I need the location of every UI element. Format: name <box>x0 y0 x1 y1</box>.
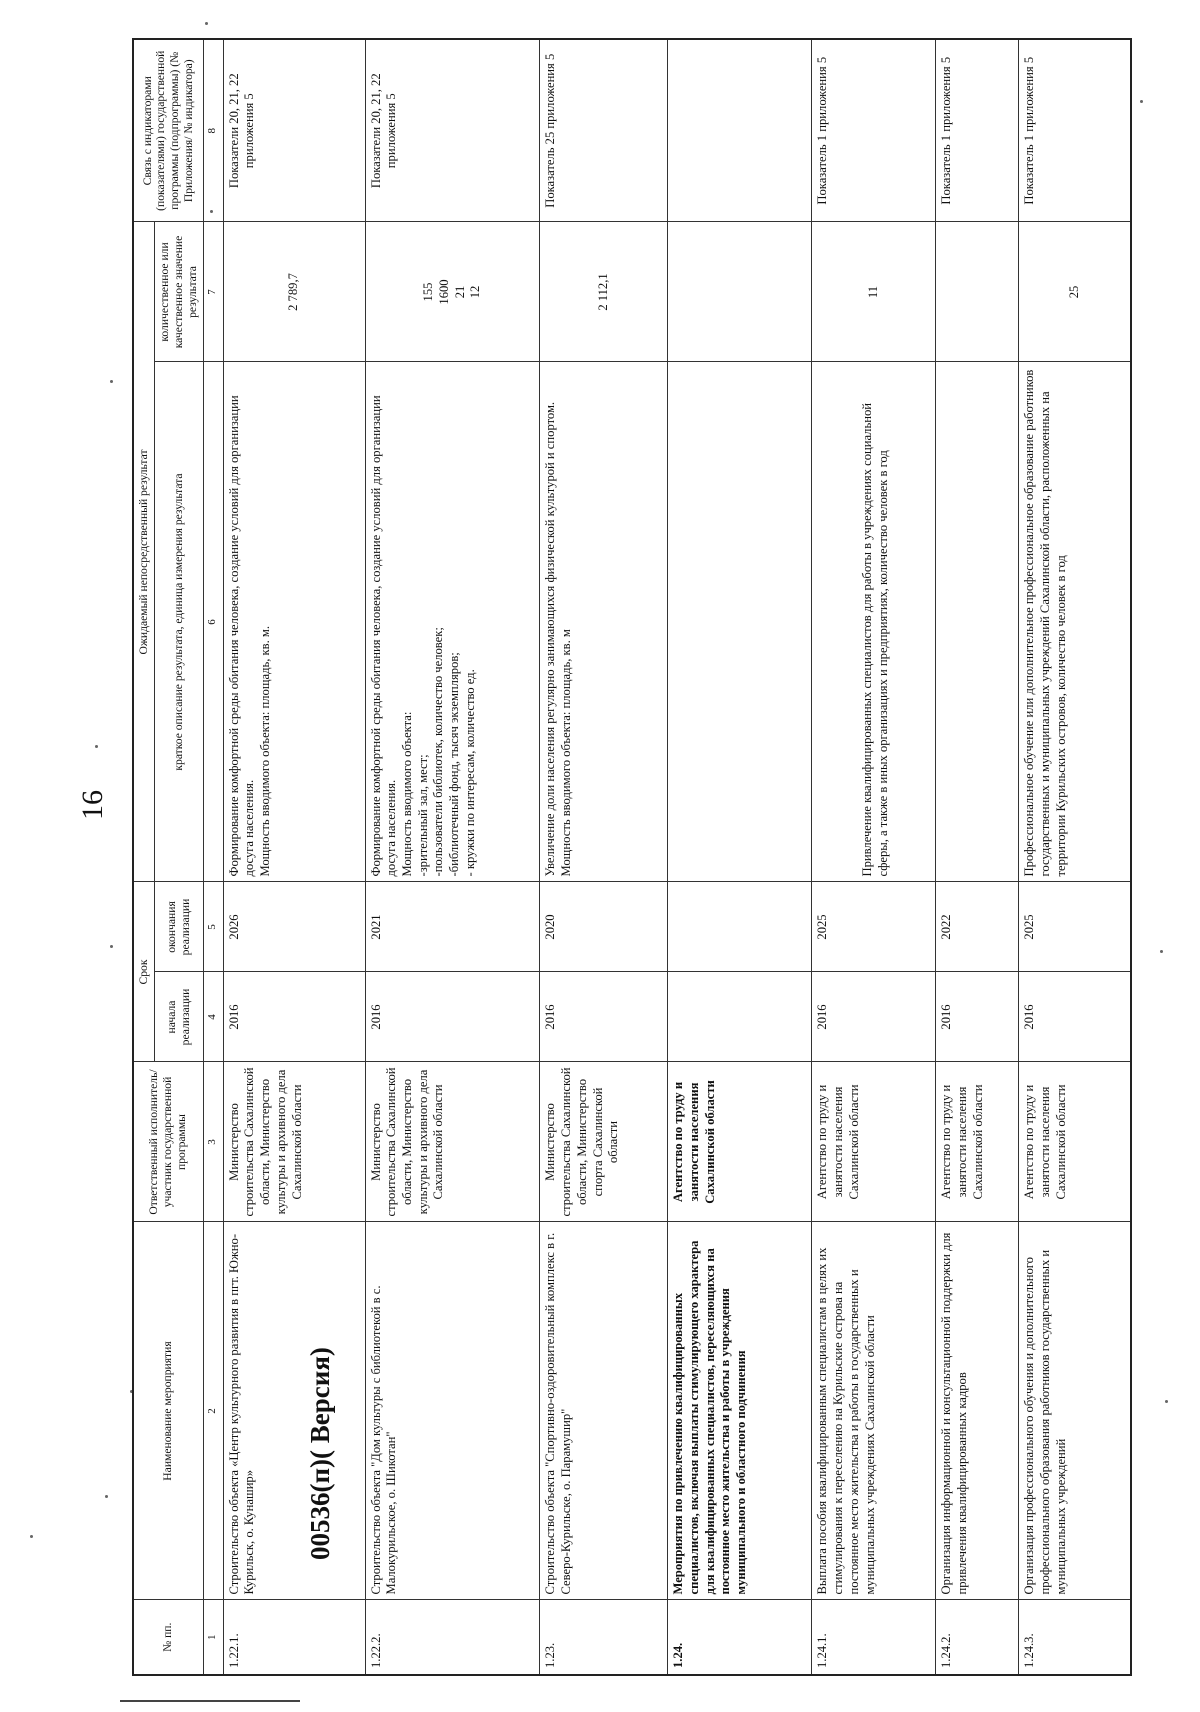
column-number: 6 <box>203 362 223 882</box>
row-result-value <box>365 222 540 362</box>
row-name: Мероприятия по привлечению квалифицированных специалистов, включая выплаты стимулирующего характера для квалифицированных специалистов, переселяющихся на постоянное место жительства и работы в учреждения муниципального и областного подчинения <box>668 1222 812 1600</box>
row-responsible: Агентство по труду и занятости населения Сахалинской области <box>936 1062 1019 1222</box>
header-end: окончания реализации <box>154 882 203 972</box>
column-number: 2 <box>203 1222 223 1600</box>
row-name: Выплата пособия квалифицированным специалистам в целях их стимулирования к переселению на Курильские острова на постоянное место жительства и работы в государственных и муниципальных учреждениях Сахалинской области <box>812 1222 936 1600</box>
result-line: Увеличение доли населения регулярно занимающихся физической культурой и спортом. <box>543 401 558 877</box>
row-responsible: Министерство строительства Сахалинской области, Министерство культуры и архивного дела Сахалинской области <box>223 1062 365 1222</box>
row-end-year: 2020 <box>540 882 668 972</box>
row-num: 1.24. <box>668 1600 812 1675</box>
table-body <box>203 39 1131 1675</box>
row-result-value <box>812 222 936 362</box>
column-number: 4 <box>203 972 223 1062</box>
row-result-description <box>668 362 812 882</box>
result-line: Профессиональное обучение или дополнительное профессиональное образование работников государственных и муниципальных учреждений Сахалинской области, расположенных на территории Курильских островов, количество человек в год <box>1022 369 1068 877</box>
row-result-description <box>812 362 936 882</box>
header-srok: Срок <box>133 882 154 1062</box>
bottom-rule <box>120 1700 300 1702</box>
header-name: Наименование мероприятия <box>133 1222 203 1600</box>
table-row <box>223 39 365 1675</box>
header-num: № пп. <box>133 1600 203 1675</box>
row-result-value <box>223 222 365 362</box>
result-value-line: 11 <box>866 285 881 299</box>
row-responsible: Агентство по труду и занятости населения Сахалинской области <box>668 1062 812 1222</box>
table-row <box>812 39 936 1675</box>
result-line: Формирование комфортной среды обитания человека, создание условий для организации досуга населения. <box>368 395 399 877</box>
result-value-line: 1600 <box>436 279 451 305</box>
row-result-value <box>1019 222 1131 362</box>
result-line: -зрительный зал, мест; <box>415 754 430 877</box>
column-number: 3 <box>203 1062 223 1222</box>
row-responsible: Агентство по труду и занятости населения Сахалинской области <box>812 1062 936 1222</box>
row-name: Строительство объекта "Дом культуры с библиотекой в с. Малокурильское, о. Шикотан" <box>365 1222 540 1600</box>
result-value-line: 21 <box>452 285 467 299</box>
row-name: Строительство объекта «Центр культурного развития в пгт. Южно-Курильск, о. Кунашир» <box>223 1222 365 1600</box>
row-end-year: 2021 <box>365 882 540 972</box>
row-indicator-link: Показатель 25 приложения 5 <box>540 39 668 222</box>
row-indicator-link: Показатель 1 приложения 5 <box>936 39 1019 222</box>
row-start-year: 2016 <box>540 972 668 1062</box>
row-end-year: 2026 <box>223 882 365 972</box>
row-indicator-link <box>668 39 812 222</box>
row-end-year: 2022 <box>936 882 1019 972</box>
result-line: Привлечение квалифицированных специалистов для работы в учреждениях социальной сферы, а также в иных организациях и предприятиях, количество человек в год <box>860 403 891 877</box>
row-start-year: 2016 <box>365 972 540 1062</box>
row-indicator-link: Показатели 20, 21, 22 приложения 5 <box>223 39 365 222</box>
column-numbers-row <box>203 39 223 1675</box>
row-result-description <box>223 362 365 882</box>
row-responsible: Министерство строительства Сахалинской области, Министерство спорта Сахалинской области <box>540 1062 668 1222</box>
row-indicator-link: Показатели 20, 21, 22 приложения 5 <box>365 39 540 222</box>
column-number: 8 <box>203 39 223 222</box>
row-start-year: 2016 <box>223 972 365 1062</box>
row-result-description <box>1019 362 1131 882</box>
document-footer-code: 00536(п)( Версия) <box>305 1347 335 1560</box>
header-link: Связь с индикаторами (показателями) государственной программы (подпрограммы) (№ Приложения/ № индикатора) <box>133 39 203 222</box>
row-result-description <box>540 362 668 882</box>
result-line: Мощность вводимого объекта: площадь, кв. м <box>559 629 574 877</box>
result-value-line: 2 112,1 <box>595 273 610 311</box>
table-row <box>365 39 540 1675</box>
row-result-value <box>668 222 812 362</box>
header-qty: количественное или качественное значение результата <box>154 222 203 362</box>
row-num: 1.22.2. <box>365 1600 540 1675</box>
row-result-value <box>540 222 668 362</box>
row-result-description <box>365 362 540 882</box>
row-num: 1.24.1. <box>812 1600 936 1675</box>
row-responsible: Агентство по труду и занятости населения Сахалинской области <box>1019 1062 1131 1222</box>
header-desc: краткое описание результата, единица измерения результата <box>154 362 203 882</box>
result-value-line: 25 <box>1066 285 1081 299</box>
row-start-year: 2016 <box>1019 972 1131 1062</box>
result-value-line: 12 <box>468 285 483 299</box>
header-start: начала реализации <box>154 972 203 1062</box>
row-num: 1.24.2. <box>936 1600 1019 1675</box>
result-line: -пользователи библиотек, количество человек; <box>431 627 446 877</box>
column-number: 5 <box>203 882 223 972</box>
result-value-line: 155 <box>421 282 436 302</box>
result-line: -библиотечный фонд, тысяч экземпляров; <box>447 652 462 877</box>
row-end-year <box>668 882 812 972</box>
row-indicator-link: Показатель 1 приложения 5 <box>812 39 936 222</box>
row-result-description <box>936 362 1019 882</box>
header-result: Ожидаемый непосредственный результат <box>133 222 154 882</box>
row-start-year: 2016 <box>812 972 936 1062</box>
row-name: Организация профессионального обучения и дополнительного профессионального образования работников государственных и муниципальных учреждений <box>1019 1222 1131 1600</box>
table-row <box>540 39 668 1675</box>
row-end-year: 2025 <box>1019 882 1131 972</box>
result-line: Мощность вводимого объекта: площадь, кв. м. <box>258 625 273 877</box>
result-line: Формирование комфортной среды обитания человека, создание условий для организации досуга населения. <box>226 395 257 877</box>
row-indicator-link: Показатель 1 приложения 5 <box>1019 39 1131 222</box>
page-number: 16 <box>76 790 109 820</box>
result-line: Мощность вводимого объекта: <box>400 711 415 877</box>
table-row <box>936 39 1019 1675</box>
result-line: - кружки по интересам, количество ед. <box>462 669 477 877</box>
table-row <box>668 39 812 1675</box>
row-result-value <box>936 222 1019 362</box>
result-value-line: 2 789,7 <box>286 273 301 311</box>
row-name: Строительство объекта "Спортивно-оздоровительный комплекс в г. Северо-Курильске, о. Парамушир" <box>540 1222 668 1600</box>
column-number: 7 <box>203 222 223 362</box>
header-responsible: Ответственный исполнитель/участник государственной программы <box>133 1062 203 1222</box>
row-num: 1.24.3. <box>1019 1600 1131 1675</box>
row-end-year: 2025 <box>812 882 936 972</box>
table-row <box>1019 39 1131 1675</box>
document-table-container <box>132 40 1132 1676</box>
row-responsible: Министерство строительства Сахалинской области, Министерство культуры и архивного дела Сахалинской области <box>365 1062 540 1222</box>
measures-table <box>132 38 1132 1676</box>
row-num: 1.22.1. <box>223 1600 365 1675</box>
row-name: Организация информационной и консультационной поддержки для привлечения квалифицированных кадров <box>936 1222 1019 1600</box>
row-start-year: 2016 <box>936 972 1019 1062</box>
column-number: 1 <box>203 1600 223 1675</box>
row-start-year <box>668 972 812 1062</box>
row-num: 1.23. <box>540 1600 668 1675</box>
